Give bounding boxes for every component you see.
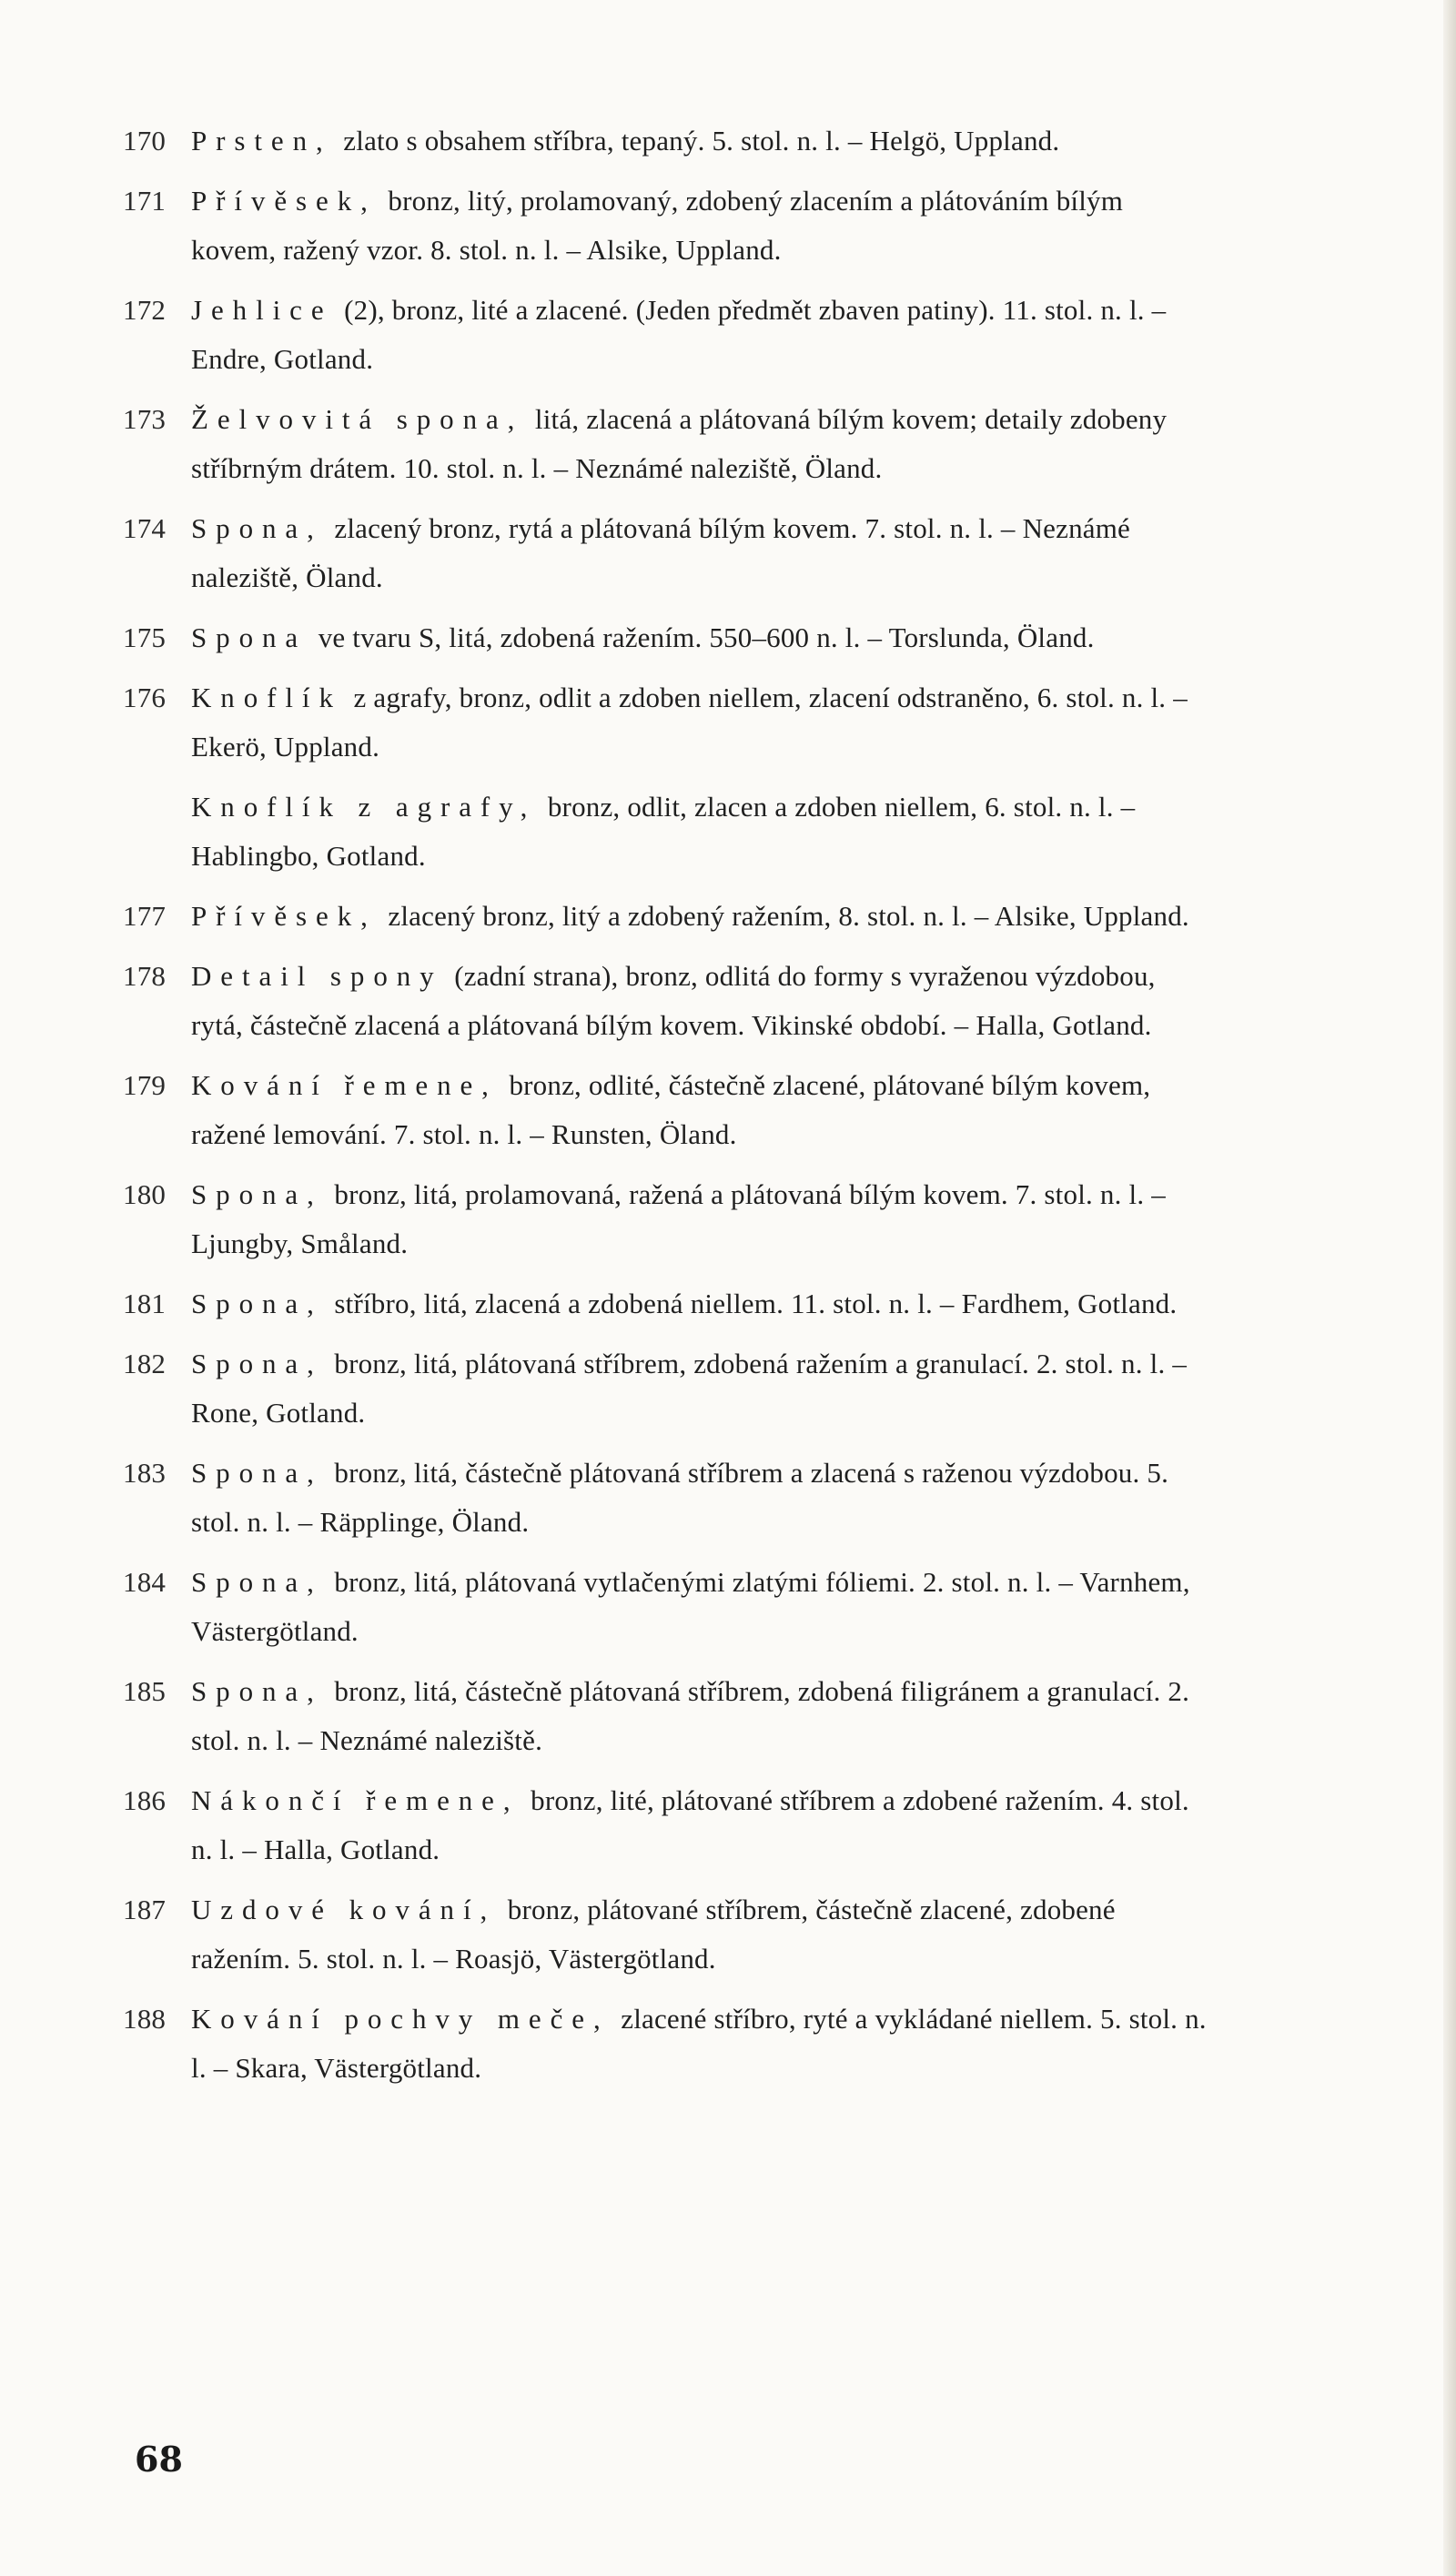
entry-number: 183 bbox=[123, 1457, 167, 1489]
catalog-list bbox=[123, 116, 1210, 2104]
entry-text: bronz, litá, plátovaná stříbrem, zdobená ražením a granulací. 2. stol. n. l. – Rone, Gotland. bbox=[191, 1348, 1188, 1429]
entry-text: zlacené stříbro, ryté a vykládané niellem. 5. stol. n. l. – Skara, Västergötland. bbox=[191, 2003, 1207, 2084]
entry-term: Želvovitá spona, bbox=[191, 403, 524, 435]
entry-text: bronz, litá, plátovaná vytlačenými zlatými fóliemi. 2. stol. n. l. – Varnhem, Västergötland. bbox=[191, 1566, 1190, 1647]
entry-number: 176 bbox=[123, 682, 167, 713]
entry-text: zlato s obsahem stříbra, tepaný. 5. stol. n. l. – Helgö, Uppland. bbox=[336, 125, 1060, 157]
entry-number: 172 bbox=[123, 294, 167, 326]
entry-text: litá, zlacená a plátovaná bílým kovem; detaily zdobeny stříbrným drátem. 10. stol. n. l. – Neznámé naleziště, Öland. bbox=[191, 403, 1168, 484]
entry-number: 180 bbox=[123, 1178, 167, 1210]
catalog-entry-184 bbox=[123, 1558, 1210, 1656]
entry-text: bronz, litá, částečně plátovaná stříbrem a zlacená s raženou výzdobou. 5. stol. n. l. – Räpplinge, Öland. bbox=[191, 1457, 1169, 1538]
entry-number: 188 bbox=[123, 2003, 167, 2035]
entry-term: Spona, bbox=[191, 1178, 323, 1210]
entry-number: 186 bbox=[123, 1784, 167, 1816]
entry-number: 174 bbox=[123, 512, 167, 544]
page-edge-shadow bbox=[1443, 0, 1456, 2576]
entry-text: stříbro, litá, zlacená a zdobená niellem. 11. stol. n. l. – Fardhem, Gotland. bbox=[327, 1288, 1178, 1319]
catalog-entry-183 bbox=[123, 1449, 1210, 1547]
catalog-entry-178 bbox=[123, 952, 1210, 1050]
entry-number: 179 bbox=[123, 1069, 167, 1101]
entry-number: 181 bbox=[123, 1288, 167, 1319]
entry-number: 182 bbox=[123, 1348, 167, 1379]
entry-term: Přívěsek, bbox=[191, 185, 377, 217]
entry-text: bronz, odlité, částečně zlacené, plátované bílým kovem, ražené lemování. 7. stol. n. l. – Runsten, Öland. bbox=[191, 1069, 1151, 1150]
entry-number: 170 bbox=[123, 125, 167, 157]
entry-term: Spona, bbox=[191, 1348, 323, 1379]
entry-text: bronz, odlit, zlacen a zdoben niellem, 6. stol. n. l. – Hablingbo, Gotland. bbox=[191, 791, 1136, 872]
catalog-entry-187 bbox=[123, 1885, 1210, 1984]
catalog-entry-173 bbox=[123, 395, 1210, 493]
catalog-entry-174 bbox=[123, 504, 1210, 602]
entry-number: 171 bbox=[123, 185, 167, 217]
entry-text: bronz, litý, prolamovaný, zdobený zlacením a plátováním bílým kovem, ražený vzor. 8. stol. n. l. – Alsike, Uppland. bbox=[191, 185, 1124, 266]
entry-term: Knoflík z agrafy, bbox=[191, 791, 537, 823]
entry-text: bronz, plátované stříbrem, částečně zlacené, zdobené ražením. 5. stol. n. l. – Roasjö, Västergötland. bbox=[191, 1894, 1116, 1975]
entry-text: (2), bronz, lité a zlacené. (Jeden předmět zbaven patiny). 11. stol. n. l. – Endre, Gotland. bbox=[191, 294, 1167, 375]
entry-text: zlacený bronz, rytá a plátovaná bílým kovem. 7. stol. n. l. – Neznámé naleziště, Öland. bbox=[191, 512, 1131, 593]
entry-number: 173 bbox=[123, 403, 167, 435]
catalog-entry-171 bbox=[123, 177, 1210, 275]
entry-text: bronz, lité, plátované stříbrem a zdobené ražením. 4. stol. n. l. – Halla, Gotland. bbox=[191, 1784, 1189, 1865]
entry-text: bronz, litá, prolamovaná, ražená a plátovaná bílým kovem. 7. stol. n. l. – Ljungby, Småland. bbox=[191, 1178, 1166, 1259]
entry-term: Detail spony bbox=[191, 960, 443, 992]
entry-number: 178 bbox=[123, 960, 167, 992]
catalog-entry-175 bbox=[123, 613, 1210, 662]
entry-term: Spona bbox=[191, 621, 308, 653]
catalog-entry-185 bbox=[123, 1667, 1210, 1765]
entry-text: (zadní strana), bronz, odlitá do formy s vyraženou výzdobou, rytá, částečně zlacená a plátovaná bílým kovem. Vikinské období. – Halla, Gotland. bbox=[191, 960, 1156, 1041]
catalog-entry-180 bbox=[123, 1170, 1210, 1268]
entry-term: Kování řemene, bbox=[191, 1069, 498, 1101]
entry-term: Přívěsek, bbox=[191, 900, 377, 932]
entry-term: Kování pochvy meče, bbox=[191, 2003, 610, 2035]
catalog-entry-176-b bbox=[123, 783, 1210, 881]
catalog-entry-181 bbox=[123, 1279, 1210, 1328]
entry-number: 184 bbox=[123, 1566, 167, 1598]
catalog-entry-179 bbox=[123, 1061, 1210, 1159]
entry-term: Prsten, bbox=[191, 125, 332, 157]
entry-text: bronz, litá, částečně plátovaná stříbrem, zdobená filigránem a granulací. 2. stol. n. l. – Neznámé naleziště. bbox=[191, 1675, 1190, 1756]
entry-term: Spona, bbox=[191, 512, 323, 544]
entry-term: Uzdové kování, bbox=[191, 1894, 497, 1925]
entry-text: z agrafy, bronz, odlit a zdoben niellem, zlacení odstraněno, 6. stol. n. l. – Ekerö, Uppland. bbox=[191, 682, 1188, 763]
catalog-entry-188 bbox=[123, 1995, 1210, 2093]
entry-term: Knoflík bbox=[191, 682, 342, 713]
entry-term: Spona, bbox=[191, 1288, 323, 1319]
entry-number: 185 bbox=[123, 1675, 167, 1707]
entry-term: Spona, bbox=[191, 1675, 323, 1707]
entry-number: 177 bbox=[123, 900, 167, 932]
catalog-entry-182 bbox=[123, 1339, 1210, 1438]
catalog-entry-172 bbox=[123, 286, 1210, 384]
catalog-entry-176 bbox=[123, 673, 1210, 772]
entry-text: ve tvaru S, litá, zdobená ražením. 550–600 n. l. – Torslunda, Öland. bbox=[310, 621, 1095, 653]
entry-term: Nákončí řemene, bbox=[191, 1784, 520, 1816]
catalog-entry-170 bbox=[123, 116, 1210, 166]
entry-number: 187 bbox=[123, 1894, 167, 1925]
entry-text: zlacený bronz, litý a zdobený ražením, 8. stol. n. l. – Alsike, Uppland. bbox=[380, 900, 1189, 932]
entry-term: Jehlice bbox=[191, 294, 333, 326]
catalog-entry-177 bbox=[123, 892, 1210, 941]
page-number: 68 bbox=[135, 2439, 183, 2480]
entry-term: Spona, bbox=[191, 1566, 323, 1598]
entry-term: Spona, bbox=[191, 1457, 323, 1489]
catalog-entry-186 bbox=[123, 1776, 1210, 1874]
entry-number: 175 bbox=[123, 621, 167, 653]
